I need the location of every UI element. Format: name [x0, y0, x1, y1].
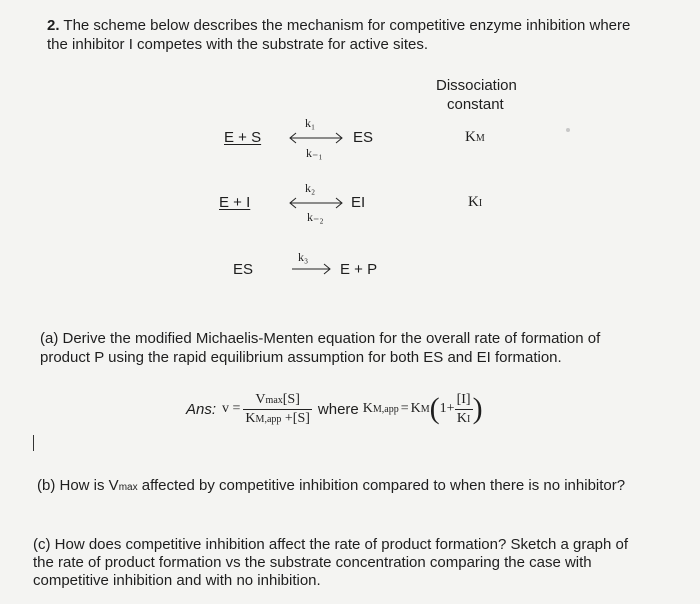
reaction3-lhs: ES: [233, 261, 254, 278]
km-term: KM: [410, 401, 430, 416]
smudge-dot: [566, 128, 570, 132]
dissociation-header-line1: Dissociation: [436, 77, 517, 94]
answer-label: Ans:: [186, 400, 217, 418]
kmapp-term: KM,app: [362, 401, 399, 416]
dissociation-header-line2: constant: [447, 96, 504, 113]
paren-close: ): [472, 392, 483, 425]
forward-arrow-icon: [290, 262, 334, 276]
part-c-line1: (c) How does competitive inhibition affect the rate of product formation? Sketch a graph of: [33, 536, 629, 553]
part-b-question: (b) How is Vmax affected by competitive inhibition compared to when there is no inhibitor?: [37, 477, 626, 494]
michaelis-menten-fraction: $\frac{Vmax[S]}{\text{KM,app +[S]}}$: [245, 391, 310, 426]
reaction1-rhs: ES: [353, 129, 374, 146]
part-a-line2: product P using the rapid equilibrium assumption for both ES and EI formation.: [40, 349, 562, 366]
paren-open: (: [429, 392, 440, 425]
reaction3-k-forward: k₃: [298, 250, 309, 264]
question-text-line1: The scheme below describes the mechanism for competitive enzyme inhibition where: [63, 17, 631, 34]
reaction1-lhs: E + S: [224, 129, 262, 146]
reaction2-k-reverse: k₋₂: [307, 210, 324, 224]
part-c-line2: the rate of product formation vs the substrate concentration comparing the case with: [33, 554, 592, 571]
reaction1-k-reverse: k₋₁: [306, 146, 323, 160]
reaction2-k-forward: k₂: [305, 181, 316, 195]
reaction1-k-forward: k₁: [305, 116, 316, 130]
reaction2-lhs: E + I: [219, 194, 251, 211]
question-text-line2: the inhibitor I competes with the substrate for active sites.: [47, 36, 429, 53]
v-equals: v =: [222, 401, 241, 416]
equilibrium-arrow-icon: [288, 131, 344, 145]
answer-equation: [186, 386, 483, 432]
question-number: 2.: [47, 17, 60, 34]
question-intro: [47, 16, 630, 35]
one-plus: 1+: [439, 401, 455, 416]
text-cursor: [33, 435, 34, 451]
reaction3-rhs: E + P: [340, 261, 378, 278]
inhibitor-fraction: $\frac{[I]}{KI}$: [456, 391, 471, 426]
part-a-line1: (a) Derive the modified Michaelis-Menten equation for the overall rate of formation of: [40, 330, 601, 347]
equals-sign: =: [400, 401, 409, 416]
reaction2-rhs: EI: [351, 194, 366, 211]
reaction1-constant: KM: [465, 129, 485, 145]
reaction2-constant: KI: [468, 194, 483, 210]
equilibrium-arrow-icon: [288, 196, 344, 210]
where-word: where: [317, 400, 359, 418]
part-c-line3: competitive inhibition and with no inhibition.: [33, 572, 321, 589]
